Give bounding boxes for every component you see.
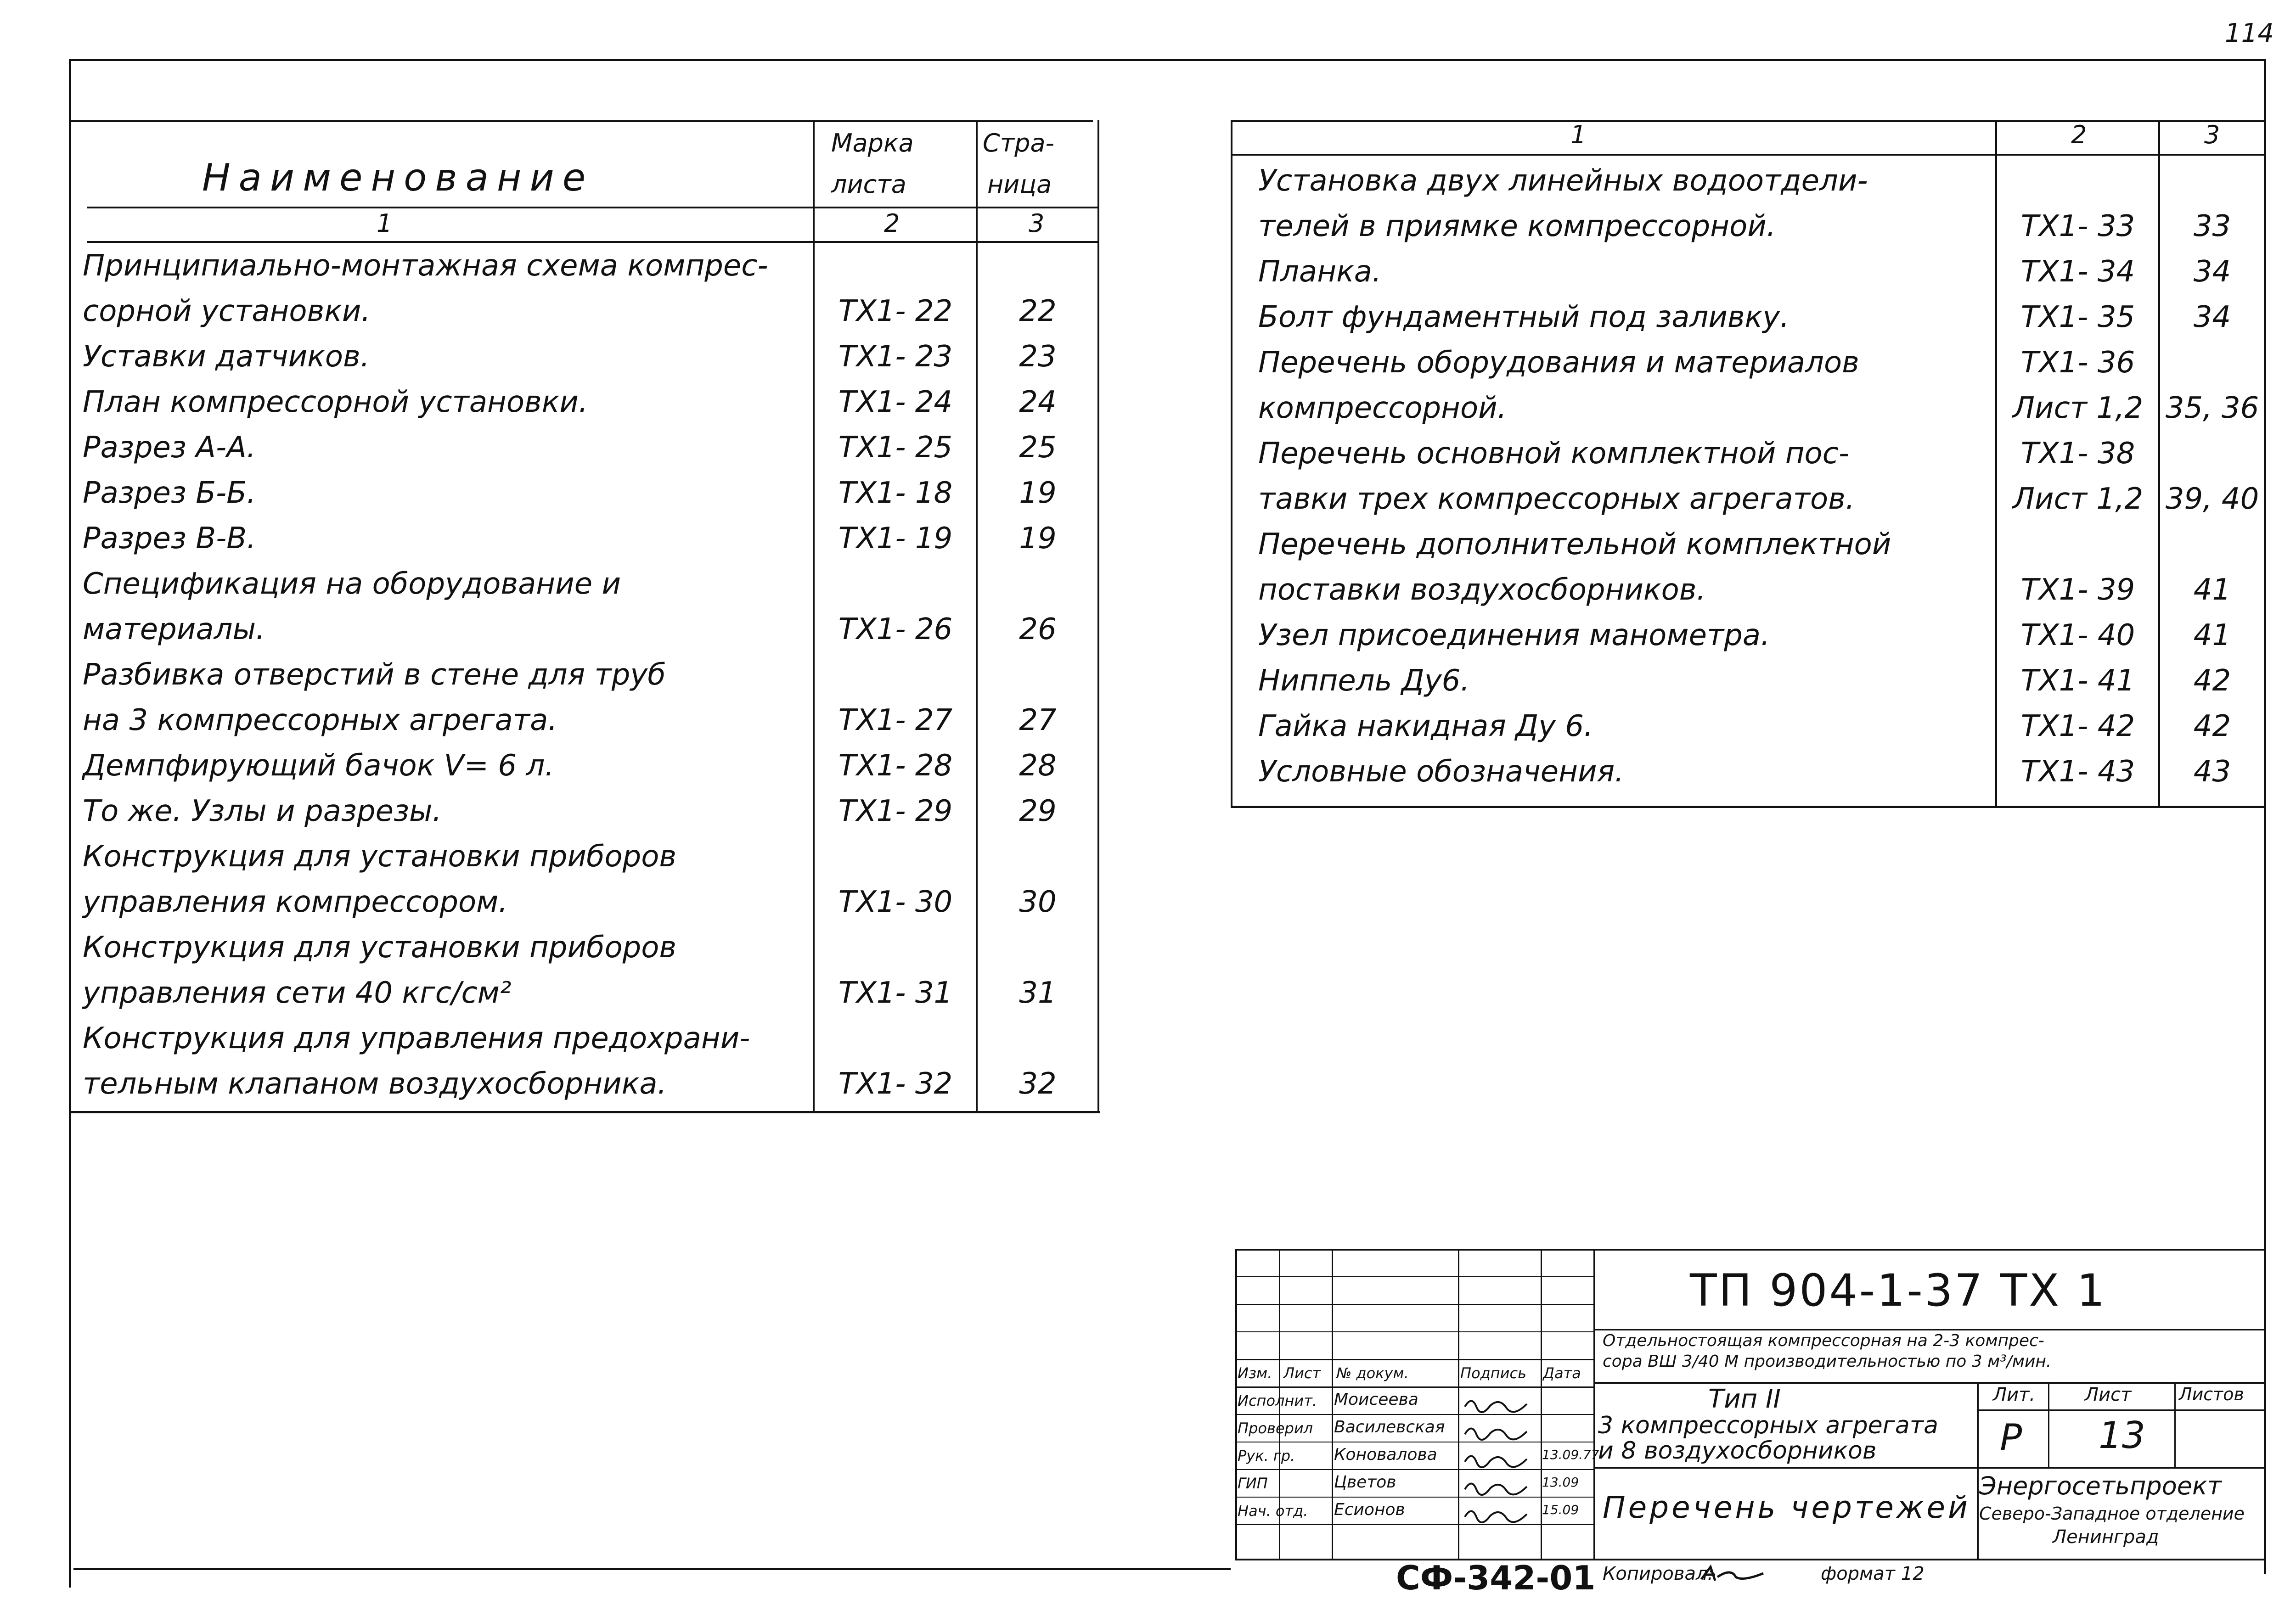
- frame-left-line: [69, 59, 71, 1588]
- person-name: Есионов: [1334, 1500, 1405, 1519]
- row-name: Условные обозначения.: [1258, 755, 1624, 789]
- row-mark: Лист 1,2: [2012, 482, 2144, 516]
- row-page: 25: [1019, 431, 1057, 465]
- right-bottom-rule: [1231, 806, 2266, 808]
- tb-h9: [1235, 1497, 1593, 1498]
- row-name: Установка двух линейных водоотдели-: [1258, 164, 1868, 198]
- row-page: 26: [1019, 612, 1057, 646]
- person-role: Рук. гр.: [1238, 1447, 1295, 1465]
- copied-label: Копировал:: [1603, 1563, 1714, 1584]
- frame-bottom-line: [73, 1568, 1231, 1570]
- copyist-signature: [1699, 1563, 1768, 1586]
- row-page: 41: [2193, 618, 2231, 652]
- person-signature: [1463, 1420, 1536, 1443]
- row-mark: ТХ1- 42: [2020, 709, 2135, 743]
- description-line1: Отдельностоящая компрессорная на 2-3 компрес-: [1603, 1331, 2044, 1350]
- tb-bottom-rule: [1235, 1559, 2264, 1560]
- row-name: Конструкция для управления предохрани-: [83, 1021, 750, 1055]
- stage-header-lit: Лит.: [1993, 1384, 2036, 1405]
- right-col-divider-0: [1231, 120, 1232, 807]
- row-page: 39, 40: [2165, 482, 2259, 516]
- person-role: ГИП: [1238, 1475, 1268, 1492]
- row-name: Разрез В-В.: [83, 522, 256, 556]
- org-branch: Северо-Западное отделение: [1979, 1504, 2245, 1524]
- right-col-divider-1: [1995, 120, 1997, 807]
- row-name: Разрез Б-Б.: [83, 476, 256, 510]
- tb-object-rule: [1593, 1467, 2264, 1469]
- row-name: управления компрессором.: [83, 885, 508, 919]
- row-page: 33: [2193, 209, 2231, 243]
- org-name: Энергосетьпроект: [1979, 1471, 2222, 1500]
- tb-v5: [1593, 1249, 1595, 1559]
- row-mark: ТХ1- 19: [838, 522, 953, 556]
- tb-h10: [1235, 1524, 1593, 1525]
- row-name: Разрез А-А.: [83, 431, 256, 465]
- row-mark: ТХ1- 32: [838, 1067, 953, 1101]
- row-name: на 3 компрессорных агрегата.: [83, 703, 557, 737]
- row-name: Принципиально-монтажная схема компрес-: [83, 249, 768, 283]
- row-name: Узел присоединения манометра.: [1258, 618, 1770, 652]
- tb-v2: [1332, 1249, 1333, 1559]
- row-mark: ТХ1- 31: [838, 976, 953, 1010]
- right-col-divider-2: [2158, 120, 2160, 807]
- row-mark: ТХ1- 22: [838, 294, 953, 328]
- tb-desc-rule: [1593, 1382, 2264, 1384]
- sheet-value: 13: [2099, 1414, 2145, 1457]
- row-name: Перечень дополнительной комплектной: [1258, 528, 1891, 561]
- col-header-doc: № докум.: [1336, 1364, 1409, 1382]
- corner-sheet-number: 114: [2225, 18, 2274, 48]
- right-header-rule: [1231, 154, 2266, 156]
- drawing-code: ТП 904-1-37 ТХ 1: [1690, 1265, 2107, 1316]
- row-mark: ТХ1- 36: [2020, 346, 2135, 380]
- row-name: Перечень основной комплектной пос-: [1258, 437, 1849, 471]
- row-mark: ТХ1- 39: [2020, 573, 2135, 607]
- header-page-line1: Стра-: [983, 129, 1055, 157]
- tb-v3: [1458, 1249, 1459, 1559]
- row-mark: ТХ1- 27: [838, 703, 953, 737]
- row-mark: Лист 1,2: [2012, 391, 2144, 425]
- row-mark: ТХ1- 29: [838, 794, 953, 828]
- tb-h6: [1235, 1414, 1593, 1415]
- row-mark: ТХ1- 18: [838, 476, 953, 510]
- stage-header-list: Лист: [2085, 1384, 2132, 1405]
- row-mark: ТХ1- 33: [2020, 209, 2135, 243]
- row-page: 31: [1019, 976, 1057, 1010]
- row-name: То же. Узлы и разрезы.: [83, 794, 442, 828]
- header-page-line2: ница: [987, 170, 1052, 199]
- row-name: Спецификация на оборудование и: [83, 567, 621, 601]
- tb-top-rule: [1235, 1249, 2264, 1251]
- col-header-list: Лист: [1283, 1364, 1321, 1382]
- row-mark: ТХ1- 38: [2020, 437, 2135, 471]
- row-name: поставки воздухосборников.: [1258, 573, 1706, 607]
- row-mark: ТХ1- 24: [838, 385, 953, 419]
- row-name: Конструкция для установки приборов: [83, 931, 677, 965]
- row-page: 43: [2193, 755, 2231, 789]
- row-page: 19: [1019, 476, 1057, 510]
- header-name: Наименование: [202, 156, 594, 200]
- object-line1: 3 компрессорных агрегата: [1598, 1412, 1938, 1439]
- left-col-divider-1: [813, 120, 815, 1112]
- left-col-divider-3: [1097, 120, 1099, 1112]
- type-line: Тип II: [1708, 1384, 1781, 1414]
- archive-number: СФ-342-01: [1396, 1559, 1596, 1597]
- row-page: 34: [2193, 255, 2231, 289]
- row-mark: ТХ1- 23: [838, 340, 953, 374]
- org-city: Ленинград: [2053, 1526, 2159, 1548]
- row-page: 23: [1019, 340, 1057, 374]
- left-table-bottom-rule: [69, 1111, 1100, 1113]
- row-mark: ТХ1- 30: [838, 885, 953, 919]
- row-page: 28: [1019, 749, 1057, 783]
- row-page: 29: [1019, 794, 1057, 828]
- row-name: тавки трех компрессорных агрегатов.: [1258, 482, 1855, 516]
- person-date: 13.09.77: [1542, 1447, 1599, 1462]
- row-mark: ТХ1- 41: [2020, 664, 2135, 698]
- row-name: Ниппель Ду6.: [1258, 664, 1470, 698]
- row-name: Уставки датчиков.: [83, 340, 370, 374]
- row-name: Гайка накидная Ду 6.: [1258, 709, 1593, 743]
- row-name: Болт фундаментный под заливку.: [1258, 300, 1790, 334]
- person-role: Исполнит.: [1238, 1392, 1317, 1409]
- row-mark: ТХ1- 43: [2020, 755, 2135, 789]
- right-top-rule: [1231, 120, 2266, 122]
- person-signature: [1463, 1393, 1536, 1416]
- row-page: 42: [2193, 709, 2231, 743]
- tb-left-rule: [1235, 1249, 1237, 1560]
- right-colnum-2: 2: [2071, 120, 2087, 149]
- left-col-divider-2: [976, 120, 978, 1112]
- row-page: 34: [2193, 300, 2231, 334]
- person-name: Моисеева: [1334, 1390, 1418, 1409]
- tb-h4: [1235, 1359, 1593, 1360]
- person-signature: [1463, 1476, 1536, 1498]
- row-page: 32: [1019, 1067, 1057, 1101]
- tb-h1: [1235, 1276, 1593, 1277]
- person-name: Василевская: [1334, 1418, 1445, 1437]
- tb-h2: [1235, 1304, 1593, 1305]
- format-label: формат 12: [1821, 1563, 1925, 1584]
- col-header-sign: Подпись: [1460, 1364, 1526, 1382]
- right-colnum-3: 3: [2204, 120, 2220, 149]
- person-signature: [1463, 1448, 1536, 1471]
- person-role: Проверил: [1238, 1420, 1313, 1437]
- right-colnum-1: 1: [1570, 120, 1587, 149]
- person-signature: [1463, 1503, 1536, 1526]
- colnum-1: 1: [377, 209, 393, 238]
- frame-right-line: [2264, 59, 2266, 1574]
- row-page: 30: [1019, 885, 1057, 919]
- row-page: 27: [1019, 703, 1057, 737]
- tb-h8: [1235, 1469, 1593, 1470]
- drawing-title: Перечень чертежей: [1603, 1490, 1970, 1525]
- tb-stage-v3: [2174, 1382, 2176, 1467]
- left-header-top-rule: [69, 120, 1093, 122]
- row-mark: ТХ1- 26: [838, 612, 953, 646]
- row-name: Конструкция для установки приборов: [83, 840, 677, 874]
- row-name: телей в приямке компрессорной.: [1258, 209, 1776, 243]
- col-header-date: Дата: [1543, 1364, 1581, 1382]
- row-mark: ТХ1- 40: [2020, 618, 2135, 652]
- colnum-3: 3: [1029, 209, 1045, 238]
- row-page: 35, 36: [2165, 391, 2259, 425]
- tb-stage-v1: [1977, 1382, 1979, 1559]
- description-line2: сора ВШ 3/40 М производительностью по 3 м³/мин.: [1603, 1352, 2052, 1371]
- row-name: управления сети 40 кгс/см²: [83, 976, 512, 1010]
- row-name: План компрессорной установки.: [83, 385, 588, 419]
- object-line2: и 8 воздухосборников: [1598, 1437, 1877, 1465]
- row-name: Планка.: [1258, 255, 1382, 289]
- col-header-izm: Изм.: [1238, 1364, 1272, 1382]
- row-mark: ТХ1- 28: [838, 749, 953, 783]
- row-mark: ТХ1- 25: [838, 431, 953, 465]
- person-date: 13.09: [1542, 1475, 1579, 1490]
- row-name: компрессорной.: [1258, 391, 1507, 425]
- tb-stage-v2: [2048, 1382, 2049, 1467]
- row-name: Перечень оборудования и материалов: [1258, 346, 1859, 380]
- row-page: 42: [2193, 664, 2231, 698]
- row-page: 24: [1019, 385, 1057, 419]
- left-header-mid-rule: [87, 207, 1097, 208]
- person-role: Нач. отд.: [1238, 1502, 1308, 1520]
- row-name: материалы.: [83, 612, 265, 646]
- person-name: Коновалова: [1334, 1445, 1437, 1464]
- tb-stage-h: [1977, 1409, 2264, 1411]
- frame-top-line: [71, 59, 2266, 61]
- row-name: Разбивка отверстий в стене для труб: [83, 658, 666, 692]
- row-name: сорной установки.: [83, 294, 371, 328]
- row-page: 22: [1019, 294, 1057, 328]
- tb-h5: [1235, 1386, 1593, 1388]
- row-mark: ТХ1- 35: [2020, 300, 2135, 334]
- row-name: тельным клапаном воздухосборника.: [83, 1067, 667, 1101]
- tb-code-rule: [1593, 1329, 2264, 1330]
- stage-value: Р: [2000, 1416, 2022, 1459]
- header-mark-line1: Марка: [831, 129, 914, 157]
- person-date: 15.09: [1542, 1502, 1579, 1517]
- colnum-2: 2: [884, 209, 900, 238]
- row-page: 41: [2193, 573, 2231, 607]
- row-name: Демпфирующий бачок V= 6 л.: [83, 749, 554, 783]
- row-mark: ТХ1- 34: [2020, 255, 2135, 289]
- left-header-bottom-rule: [87, 241, 1097, 243]
- tb-h3: [1235, 1331, 1593, 1332]
- stage-header-listov: Листов: [2179, 1384, 2244, 1404]
- person-name: Цветов: [1334, 1473, 1396, 1492]
- row-page: 19: [1019, 522, 1057, 556]
- header-mark-line2: листа: [831, 170, 906, 199]
